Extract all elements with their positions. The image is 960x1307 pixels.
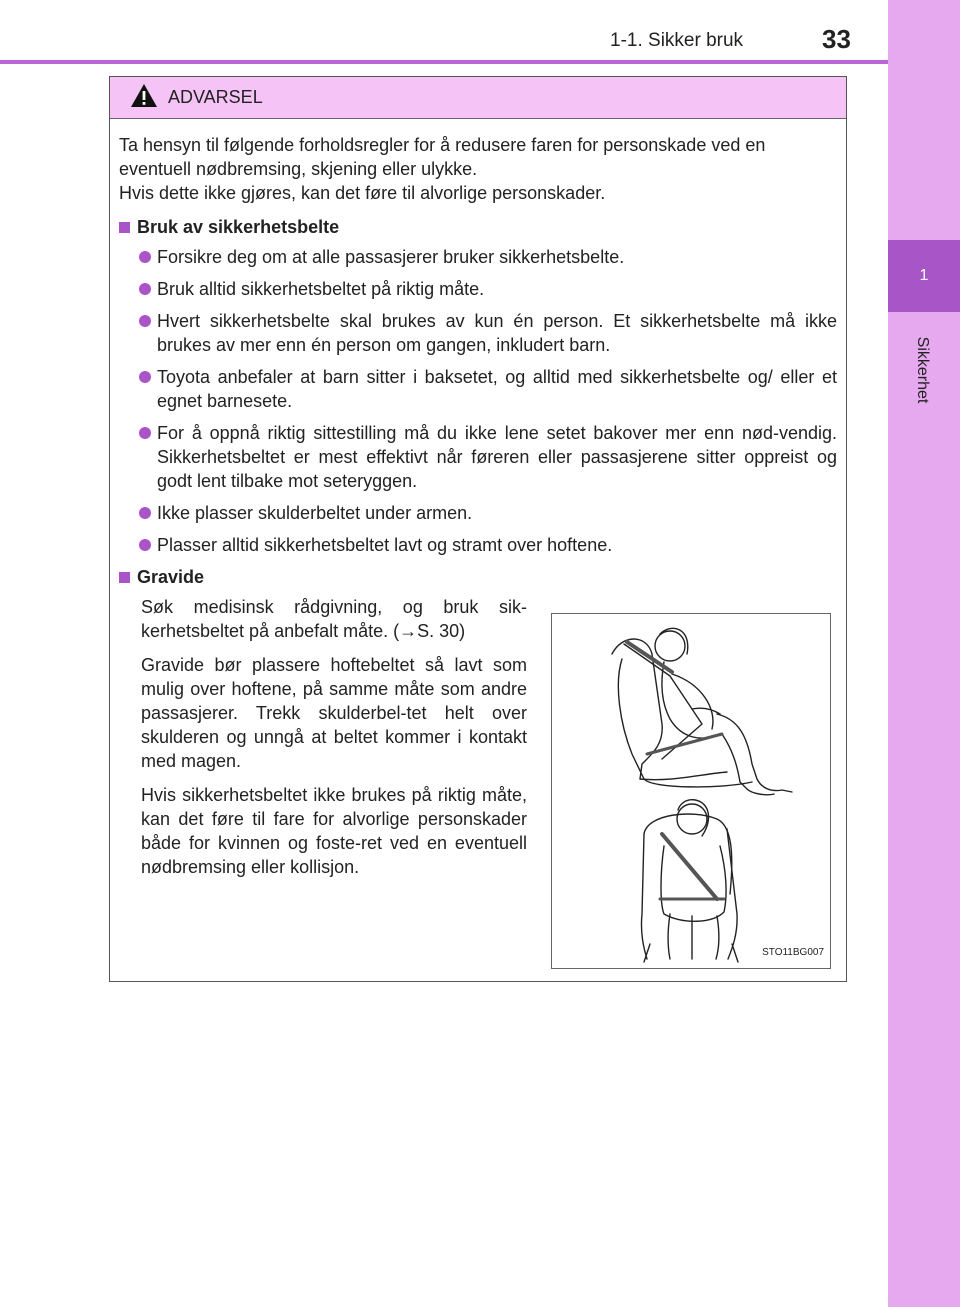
round-bullet-icon xyxy=(139,371,151,383)
warning-intro: Ta hensyn til følgende forholdsregler for å redusere faren for personskade ved en eventuell nødbremsing, skjening eller ulykke. Hvis dette ikke gjøres, kan det føre til alvorlige personskader. xyxy=(119,135,766,203)
warning-triangle-icon xyxy=(130,83,158,113)
round-bullet-icon xyxy=(139,539,151,551)
list-item-text: Bruk alltid sikkerhetsbeltet på riktig måte. xyxy=(157,279,485,299)
list-item xyxy=(139,533,837,557)
section-heading-text: Gravide xyxy=(137,567,205,587)
chapter-number: 1 xyxy=(888,240,960,312)
list-item-text: Hvert sikkerhetsbelte skal brukes av kun én person. Et sikkerhetsbelte må ikke brukes av mer enn én person om gangen, inkludert barn. xyxy=(157,311,837,355)
list-item-text: For å oppnå riktig sittestilling må du ikke lene setet bakover mer enn nød-vendig. Sikkerhetsbeltet er mest effektivt når føreren eller passasjerene sitter oppreist og godt lent tilbake mot seteryggen. xyxy=(157,423,837,491)
round-bullet-icon xyxy=(139,283,151,295)
warning-header xyxy=(110,77,846,119)
list-item-text: Plasser alltid sikkerhetsbeltet lavt og stramt over hoftene. xyxy=(157,535,613,555)
paragraph: Gravide bør plassere hoftebeltet så lavt som mulig over hoftene, på samme måte som andre passasjerer. Trekk skulderbel-tet helt over skulderen og unngå at beltet kommer i kontakt med magen. xyxy=(141,655,527,771)
list-item xyxy=(139,277,837,301)
warning-body xyxy=(110,119,846,995)
square-bullet-icon xyxy=(119,572,130,583)
section-heading-pregnant xyxy=(119,565,837,589)
list-item xyxy=(139,421,837,493)
list-item xyxy=(139,309,837,357)
pregnant-seatbelt-illustration xyxy=(551,613,831,969)
section-title: 1-1. Sikker bruk xyxy=(610,30,744,51)
round-bullet-icon xyxy=(139,251,151,263)
list-item-text: Toyota anbefaler at barn sitter i baksetet, og alltid med sikkerhetsbelte og/ eller et egnet barnesete. xyxy=(157,367,837,411)
figure-code: STO11BG007 xyxy=(762,947,824,958)
list-item-text: Ikke plasser skulderbeltet under armen. xyxy=(157,503,473,523)
pregnant-section xyxy=(119,595,837,995)
chapter-label: Sikkerhet xyxy=(914,336,931,404)
page-number: 33 xyxy=(822,24,851,54)
chapter-side-tab xyxy=(888,0,960,1307)
round-bullet-icon xyxy=(139,507,151,519)
paragraph: Søk medisinsk rådgivning, og bruk sik-kerhetsbeltet på anbefalt måte. (→S. 30) xyxy=(141,597,527,641)
round-bullet-icon xyxy=(139,427,151,439)
header-divider xyxy=(0,60,888,64)
square-bullet-icon xyxy=(119,222,130,233)
section-heading-seatbelt xyxy=(119,215,837,239)
list-item-text: Forsikre deg om at alle passasjerer bruker sikkerhetsbelte. xyxy=(157,247,625,267)
section-heading-text: Bruk av sikkerhetsbelte xyxy=(137,217,340,237)
paragraph: Hvis sikkerhetsbeltet ikke brukes på riktig måte, kan det føre til fare for alvorlige personskader både for kvinnen og foste-ret ved en eventuell nødbremsing eller kollisjon. xyxy=(141,785,527,877)
list-item xyxy=(139,365,837,413)
round-bullet-icon xyxy=(139,315,151,327)
warning-title: ADVARSEL xyxy=(168,87,263,107)
list-item xyxy=(139,501,837,525)
illustration-drawing xyxy=(552,614,830,968)
list-item xyxy=(139,245,837,269)
pregnant-text xyxy=(141,595,527,889)
warning-box xyxy=(109,76,847,982)
